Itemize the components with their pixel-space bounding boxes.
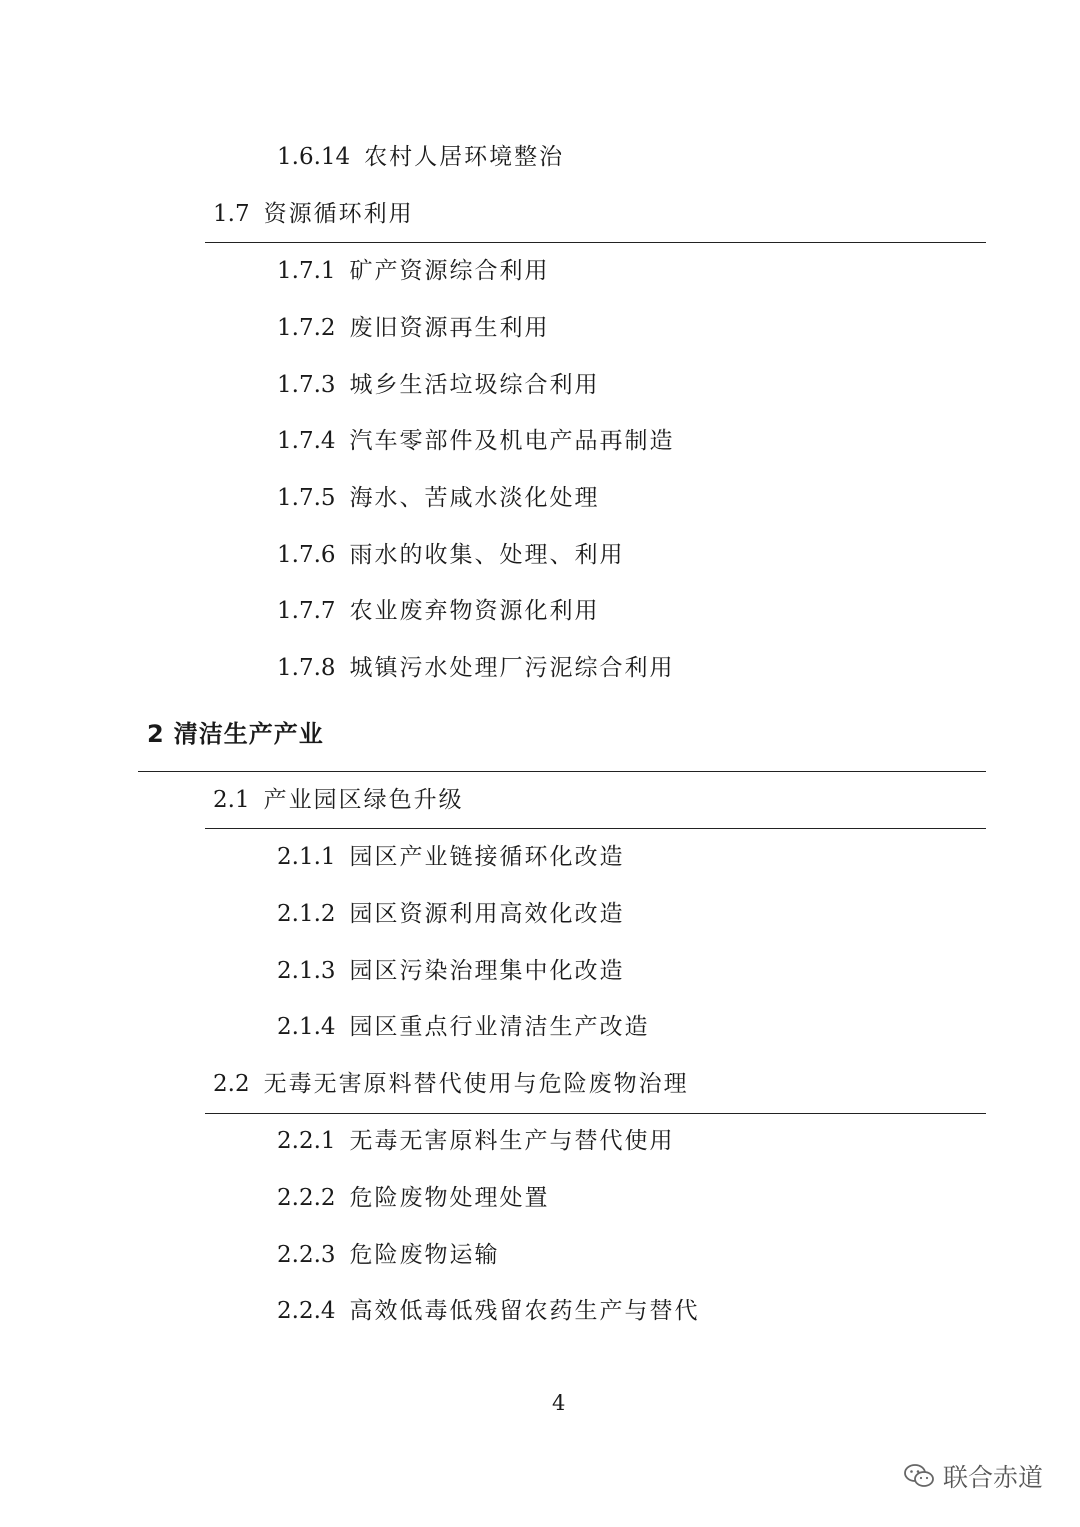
toc-number: 2 [147, 720, 164, 748]
section-divider [205, 828, 986, 829]
toc-entry-2-2-3 [277, 1244, 500, 1267]
toc-number: 1.7.7 [277, 598, 336, 624]
watermark-text: 联合赤道 [943, 1463, 1044, 1492]
toc-entry-1-7-3 [277, 374, 600, 397]
toc-number: 2.1.3 [277, 958, 336, 984]
toc-number: 2.1.2 [277, 901, 336, 927]
toc-section-1-7 [213, 203, 414, 226]
toc-number: 2.1 [213, 787, 250, 813]
toc-title: 高效低毒低残留农药生产与替代 [349, 1298, 700, 1324]
toc-number: 2.2.3 [277, 1242, 336, 1268]
toc-title: 城镇污水处理厂污泥综合利用 [349, 655, 675, 681]
toc-chapter-2 [147, 722, 324, 746]
toc-entry-2-2-4 [277, 1300, 700, 1323]
toc-title: 无毒无害原料替代使用与危险废物治理 [263, 1071, 689, 1097]
toc-title: 海水、苦咸水淡化处理 [349, 485, 600, 511]
toc-title: 清洁生产产业 [173, 720, 324, 748]
toc-number: 1.6.14 [277, 144, 351, 170]
toc-title: 废旧资源再生利用 [349, 315, 550, 341]
toc-number: 1.7.8 [277, 655, 336, 681]
toc-title: 城乡生活垃圾综合利用 [349, 372, 600, 398]
toc-title: 矿产资源综合利用 [349, 258, 550, 284]
section-divider [205, 242, 986, 243]
toc-number: 2.2.1 [277, 1128, 336, 1154]
toc-entry-2-2-2 [277, 1187, 550, 1210]
toc-title: 园区资源利用高效化改造 [349, 901, 625, 927]
toc-title: 园区重点行业清洁生产改造 [349, 1014, 650, 1040]
toc-title: 产业园区绿色升级 [263, 787, 464, 813]
toc-number: 2.2.2 [277, 1185, 336, 1211]
toc-number: 2.2 [213, 1071, 250, 1097]
toc-title: 危险废物处理处置 [349, 1185, 550, 1211]
toc-number: 1.7.4 [277, 428, 336, 454]
toc-title: 资源循环利用 [263, 201, 414, 227]
toc-entry-2-1-4 [277, 1016, 650, 1039]
toc-title: 农业废弃物资源化利用 [349, 598, 600, 624]
page-number: 4 [552, 1391, 566, 1415]
toc-entry-1-7-5 [277, 487, 600, 510]
toc-number: 2.2.4 [277, 1298, 336, 1324]
toc-title: 危险废物运输 [349, 1242, 500, 1268]
chapter-divider [138, 771, 986, 772]
toc-number: 1.7.6 [277, 542, 336, 568]
toc-title: 雨水的收集、处理、利用 [349, 542, 625, 568]
wechat-icon [903, 1463, 935, 1489]
toc-entry-1-7-6 [277, 544, 625, 567]
toc-number: 1.7.2 [277, 315, 336, 341]
toc-title: 园区产业链接循环化改造 [349, 844, 625, 870]
toc-title: 园区污染治理集中化改造 [349, 958, 625, 984]
toc-entry-2-2-1 [277, 1130, 675, 1153]
toc-entry-1-7-1 [277, 260, 550, 283]
toc-entry-1-6-14 [277, 146, 564, 169]
toc-number: 2.1.4 [277, 1014, 336, 1040]
toc-entry-2-1-2 [277, 903, 625, 926]
toc-number: 1.7.3 [277, 372, 336, 398]
toc-entry-2-1-1 [277, 846, 625, 869]
toc-entry-2-1-3 [277, 960, 625, 983]
toc-section-2-2 [213, 1073, 689, 1096]
toc-number: 1.7.5 [277, 485, 336, 511]
toc-entry-1-7-8 [277, 657, 675, 680]
toc-number: 1.7.1 [277, 258, 336, 284]
toc-number: 1.7 [213, 201, 250, 227]
toc-section-2-1 [213, 789, 464, 812]
section-divider [205, 1113, 986, 1114]
toc-title: 无毒无害原料生产与替代使用 [349, 1128, 675, 1154]
toc-title: 农村人居环境整治 [364, 144, 565, 170]
toc-entry-1-7-7 [277, 600, 600, 623]
watermark [903, 1458, 1043, 1494]
toc-title: 汽车零部件及机电产品再制造 [349, 428, 675, 454]
toc-entry-1-7-2 [277, 317, 550, 340]
toc-entry-1-7-4 [277, 430, 675, 453]
toc-number: 2.1.1 [277, 844, 336, 870]
